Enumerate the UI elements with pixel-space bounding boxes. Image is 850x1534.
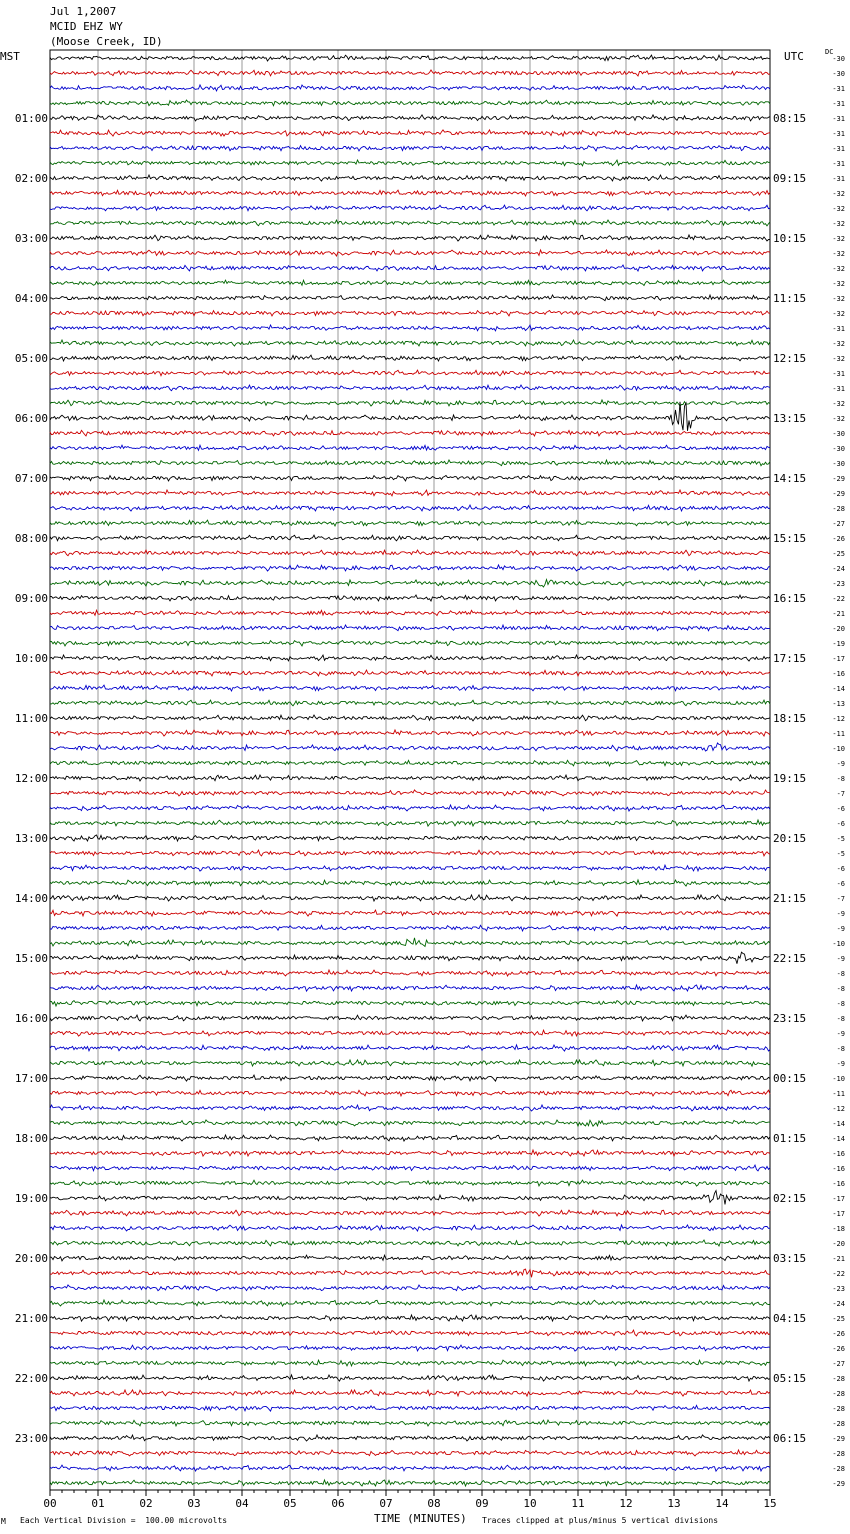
dc-offset-label: -10: [832, 1075, 845, 1083]
seismic-trace: [50, 355, 770, 361]
dc-offset-label: -31: [832, 385, 845, 393]
plot-frame: [50, 50, 770, 1490]
dc-offset-label: -23: [832, 1285, 845, 1293]
mst-time-label: 02:00: [14, 172, 48, 185]
seismic-trace: [50, 220, 770, 226]
utc-time-label: 01:15: [773, 1132, 807, 1145]
seismic-trace: [50, 1390, 770, 1396]
dc-offset-label: -8: [836, 775, 845, 783]
dc-offset-label: -22: [832, 1270, 845, 1278]
dc-offset-label: -31: [832, 325, 845, 333]
dc-offset-label: -6: [836, 820, 845, 828]
utc-time-label: 20:15: [773, 832, 807, 845]
mst-time-label: 16:00: [14, 1012, 48, 1025]
x-tick-label: 13: [667, 1497, 681, 1510]
x-tick-label: 08: [427, 1497, 441, 1510]
dc-offset-label: -26: [832, 1330, 845, 1338]
dc-offset-label: -17: [832, 1210, 845, 1218]
seismic-trace: [50, 490, 770, 496]
seismic-trace: [50, 938, 770, 947]
seismic-trace: [50, 952, 770, 964]
seismic-trace: [50, 370, 770, 376]
mst-time-label: 20:00: [14, 1252, 48, 1265]
utc-time-label: 12:15: [773, 352, 807, 365]
seismic-trace: [50, 595, 770, 601]
dc-offset-label: -10: [832, 940, 845, 948]
dc-offset-label: -31: [832, 130, 845, 138]
mst-time-label: 14:00: [14, 892, 48, 905]
clip-note: Traces clipped at plus/minus 5 vertical divisions: [482, 1516, 719, 1525]
dc-offset-label: -12: [832, 715, 845, 723]
utc-time-label: 21:15: [773, 892, 807, 905]
utc-time-label: 08:15: [773, 112, 807, 125]
dc-offset-label: -32: [832, 190, 845, 198]
seismic-trace: [50, 1480, 770, 1486]
seismic-trace: [50, 970, 770, 976]
x-tick-label: 07: [379, 1497, 393, 1510]
dc-offset-label: -28: [832, 1420, 845, 1428]
x-axis-title: TIME (MINUTES): [374, 1512, 467, 1525]
utc-time-label: 16:15: [773, 592, 807, 605]
dc-offset-label: -18: [832, 1225, 845, 1233]
mst-time-label: 09:00: [14, 592, 48, 605]
mst-time-label: 10:00: [14, 652, 48, 665]
seismic-trace: [50, 535, 770, 541]
utc-time-label: 14:15: [773, 472, 807, 485]
dc-offset-label: -20: [832, 1240, 845, 1248]
mst-time-label: 06:00: [14, 412, 48, 425]
seismic-trace: [50, 1435, 770, 1441]
seismic-trace: [50, 1345, 770, 1351]
dc-offset-label: -16: [832, 1165, 845, 1173]
seismic-trace: [50, 775, 770, 781]
dc-offset-label: -14: [832, 1135, 845, 1143]
seismic-trace: [50, 1465, 770, 1471]
seismic-trace: [50, 641, 770, 646]
seismic-trace: [50, 1255, 770, 1261]
seismic-trace: [50, 85, 770, 91]
dc-offset-label: -29: [832, 1435, 845, 1443]
utc-time-label: 06:15: [773, 1432, 807, 1445]
seismic-trace: [50, 1135, 770, 1141]
dc-offset-label: -11: [832, 1090, 845, 1098]
seismic-trace: [50, 743, 770, 751]
dc-offset-label: -29: [832, 1480, 845, 1488]
dc-offset-label: -5: [836, 850, 845, 858]
mst-time-label: 01:00: [14, 112, 48, 125]
dc-offset-label: -25: [832, 1315, 845, 1323]
seismic-trace: [50, 550, 770, 556]
x-tick-label: 04: [235, 1497, 249, 1510]
seismic-trace: [50, 1405, 770, 1411]
seismic-trace: [50, 1240, 770, 1246]
seismic-trace: [50, 250, 770, 256]
utc-time-label: 04:15: [773, 1312, 807, 1325]
dc-offset-label: -27: [832, 520, 845, 528]
seismic-trace: [50, 1450, 770, 1456]
dc-offset-label: -22: [832, 595, 845, 603]
dc-offset-label: -11: [832, 730, 845, 738]
utc-time-label: 02:15: [773, 1192, 807, 1205]
x-tick-label: 14: [715, 1497, 729, 1510]
dc-offset-label: -21: [832, 610, 845, 618]
seismic-trace: [50, 820, 770, 826]
seismic-trace: [50, 70, 770, 76]
x-tick-label: 12: [619, 1497, 633, 1510]
mst-time-label: 05:00: [14, 352, 48, 365]
station-code: MCID EHZ WY: [50, 20, 123, 33]
dc-offset-label: -32: [832, 235, 845, 243]
dc-offset-label: -9: [836, 955, 845, 963]
seismic-trace: [50, 1120, 770, 1126]
dc-offset-label: -8: [836, 985, 845, 993]
seismic-trace: [50, 1269, 770, 1277]
dc-offset-label: -16: [832, 1150, 845, 1158]
seismic-trace: [50, 715, 770, 721]
utc-time-label: 10:15: [773, 232, 807, 245]
mst-time-label: 12:00: [14, 772, 48, 785]
seismic-trace: [50, 265, 770, 271]
mst-time-label: 15:00: [14, 952, 48, 965]
x-tick-label: 11: [571, 1497, 585, 1510]
utc-time-label: 17:15: [773, 652, 807, 665]
dc-offset-label: -29: [832, 490, 845, 498]
utc-time-label: 13:15: [773, 412, 807, 425]
seismic-trace: [50, 1375, 770, 1381]
utc-time-label: 15:15: [773, 532, 807, 545]
dc-label: DC: [825, 48, 834, 56]
seismic-trace: [50, 160, 770, 166]
utc-time-label: 11:15: [773, 292, 807, 305]
seismic-trace: [50, 385, 770, 391]
dc-offset-label: -32: [832, 415, 845, 423]
seismic-trace: [50, 445, 770, 450]
dc-offset-label: -12: [832, 1105, 845, 1113]
seismic-trace: [50, 895, 770, 901]
seismic-trace: [50, 760, 770, 766]
seismic-trace: [50, 1300, 770, 1306]
seismic-trace: [50, 1210, 770, 1216]
dc-offset-label: -28: [832, 1450, 845, 1458]
seismic-trace: [50, 1315, 770, 1321]
seismic-trace: [50, 835, 770, 841]
dc-offset-label: -31: [832, 160, 845, 168]
dc-offset-label: -9: [836, 925, 845, 933]
dc-offset-label: -32: [832, 310, 845, 318]
dc-offset-label: -31: [832, 85, 845, 93]
footer-mark: M: [1, 1517, 6, 1526]
mst-time-label: 22:00: [14, 1372, 48, 1385]
seismic-trace: [50, 985, 770, 991]
x-tick-label: 00: [43, 1497, 57, 1510]
dc-offset-label: -32: [832, 400, 845, 408]
dc-offset-label: -32: [832, 340, 845, 348]
seismic-trace: [50, 130, 770, 136]
seismic-trace: [50, 280, 770, 285]
dc-offset-label: -24: [832, 1300, 845, 1308]
dc-offset-label: -14: [832, 1120, 845, 1128]
mst-time-label: 03:00: [14, 232, 48, 245]
dc-offset-label: -6: [836, 880, 845, 888]
seismic-trace: [50, 175, 770, 181]
seismic-trace: [50, 610, 770, 615]
seismic-trace: [50, 476, 770, 481]
seismic-trace: [50, 655, 770, 661]
dc-offset-label: -26: [832, 535, 845, 543]
dc-offset-label: -21: [832, 1255, 845, 1263]
mst-time-label: 11:00: [14, 712, 48, 725]
utc-time-label: 05:15: [773, 1372, 807, 1385]
seismic-trace: [50, 805, 770, 811]
seismic-trace: [50, 865, 770, 871]
utc-time-label: 23:15: [773, 1012, 807, 1025]
mst-time-label: 19:00: [14, 1192, 48, 1205]
dc-offset-label: -9: [836, 910, 845, 918]
dc-offset-label: -8: [836, 1000, 845, 1008]
dc-offset-label: -17: [832, 1195, 845, 1203]
seismic-trace: [50, 311, 770, 316]
mst-time-label: 08:00: [14, 532, 48, 545]
seismic-trace: [50, 1180, 770, 1186]
seismic-trace: [50, 700, 770, 706]
dc-offset-label: -28: [832, 1465, 845, 1473]
x-tick-label: 03: [187, 1497, 201, 1510]
mst-time-label: 04:00: [14, 292, 48, 305]
utc-time-label: 00:15: [773, 1072, 807, 1085]
seismic-trace: [50, 1090, 770, 1096]
dc-offset-label: -28: [832, 1405, 845, 1413]
seismic-trace: [50, 1001, 770, 1006]
x-tick-label: 09: [475, 1497, 489, 1510]
seismic-trace: [50, 1075, 770, 1081]
dc-offset-label: -6: [836, 865, 845, 873]
dc-offset-label: -26: [832, 1345, 845, 1353]
utc-time-label: 18:15: [773, 712, 807, 725]
mst-time-label: 23:00: [14, 1432, 48, 1445]
seismic-trace: [50, 1165, 770, 1171]
seismic-trace: [50, 580, 770, 588]
seismic-trace: [50, 146, 770, 151]
x-tick-label: 02: [139, 1497, 153, 1510]
seismic-trace: [50, 1285, 770, 1291]
seismic-trace: [50, 520, 770, 526]
dc-offset-label: -28: [832, 1375, 845, 1383]
dc-offset-label: -32: [832, 205, 845, 213]
dc-offset-label: -7: [836, 790, 845, 798]
utc-time-label: 09:15: [773, 172, 807, 185]
mst-time-label: 13:00: [14, 832, 48, 845]
dc-offset-label: -32: [832, 295, 845, 303]
dc-offset-label: -32: [832, 280, 845, 288]
dc-offset-label: -13: [832, 700, 845, 708]
seismic-trace: [50, 190, 770, 196]
seismic-trace: [50, 790, 770, 796]
dc-offset-label: -16: [832, 670, 845, 678]
seismic-trace: [50, 880, 770, 886]
mst-time-label: 21:00: [14, 1312, 48, 1325]
dc-offset-label: -31: [832, 145, 845, 153]
seismic-trace: [50, 850, 770, 856]
seismic-trace: [50, 205, 770, 211]
seismic-trace: [50, 1030, 770, 1036]
utc-time-label: 19:15: [773, 772, 807, 785]
seismic-trace: [50, 400, 770, 406]
seismic-trace: [50, 625, 770, 631]
seismic-trace: [50, 100, 770, 106]
dc-offset-label: -29: [832, 475, 845, 483]
seismic-trace: [50, 1060, 770, 1066]
dc-offset-label: -28: [832, 505, 845, 513]
dc-offset-label: -9: [836, 1030, 845, 1038]
x-tick-label: 15: [763, 1497, 777, 1510]
utc-time-label: 22:15: [773, 952, 807, 965]
x-tick-label: 10: [523, 1497, 537, 1510]
plot-date: Jul 1,2007: [50, 5, 117, 18]
mst-time-label: 17:00: [14, 1072, 48, 1085]
seismic-trace: [50, 1420, 770, 1426]
seismic-trace: [50, 1015, 770, 1021]
seismic-trace: [50, 505, 770, 511]
seismic-trace: [50, 1045, 770, 1051]
dc-offset-label: -31: [832, 115, 845, 123]
dc-offset-label: -19: [832, 640, 845, 648]
dc-offset-label: -24: [832, 565, 845, 573]
seismic-trace: [50, 295, 770, 301]
dc-offset-label: -30: [832, 460, 845, 468]
dc-offset-label: -28: [832, 1390, 845, 1398]
dc-offset-label: -7: [836, 895, 845, 903]
seismic-trace: [50, 1150, 770, 1156]
dc-offset-label: -10: [832, 745, 845, 753]
utc-time-label: 03:15: [773, 1252, 807, 1265]
dc-offset-label: -31: [832, 370, 845, 378]
seismic-trace: [50, 670, 770, 676]
dc-offset-label: -32: [832, 220, 845, 228]
scale-note: Each Vertical Division = 100.00 microvolts: [20, 1516, 228, 1525]
x-tick-label: 05: [283, 1497, 297, 1510]
dc-offset-label: -9: [836, 1060, 845, 1068]
dc-offset-label: -8: [836, 1015, 845, 1023]
dc-offset-label: -25: [832, 550, 845, 558]
dc-offset-label: -17: [832, 655, 845, 663]
dc-offset-label: -5: [836, 835, 845, 843]
dc-offset-label: -30: [832, 55, 845, 63]
x-tick-label: 06: [331, 1497, 345, 1510]
seismic-trace: [50, 460, 770, 466]
mst-time-label: 07:00: [14, 472, 48, 485]
seismic-trace: [50, 1225, 770, 1231]
seismic-trace: [50, 910, 770, 916]
seismic-trace: [50, 430, 770, 436]
seismic-trace: [50, 115, 770, 121]
dc-offset-label: -31: [832, 100, 845, 108]
dc-offset-label: -14: [832, 685, 845, 693]
seismic-trace: [50, 325, 770, 331]
seismic-trace: [50, 685, 770, 691]
dc-offset-label: -27: [832, 1360, 845, 1368]
mst-axis-label: MST: [0, 50, 20, 63]
seismic-trace: [50, 925, 770, 931]
station-location: (Moose Creek, ID): [50, 35, 163, 48]
seismic-trace: [50, 565, 770, 571]
dc-offset-label: -8: [836, 970, 845, 978]
dc-offset-label: -32: [832, 355, 845, 363]
seismic-trace: [50, 730, 770, 736]
utc-axis-label: UTC: [784, 50, 804, 63]
dc-offset-label: -23: [832, 580, 845, 588]
x-tick-label: 01: [91, 1497, 105, 1510]
seismic-trace: [50, 340, 770, 346]
seismic-trace: [50, 1330, 770, 1336]
dc-offset-label: -30: [832, 445, 845, 453]
dc-offset-label: -8: [836, 1045, 845, 1053]
seismic-trace: [50, 1105, 770, 1111]
seismic-trace: [50, 235, 770, 241]
dc-offset-label: -30: [832, 430, 845, 438]
dc-offset-label: -16: [832, 1180, 845, 1188]
seismic-trace: [50, 1191, 770, 1205]
dc-offset-label: -32: [832, 250, 845, 258]
seismic-trace: [50, 55, 770, 61]
seismic-trace: [50, 402, 770, 431]
dc-offset-label: -31: [832, 175, 845, 183]
dc-offset-label: -20: [832, 625, 845, 633]
seismic-trace: [50, 1360, 770, 1366]
dc-offset-label: -6: [836, 805, 845, 813]
dc-offset-label: -32: [832, 265, 845, 273]
mst-time-label: 18:00: [14, 1132, 48, 1145]
dc-offset-label: -30: [832, 70, 845, 78]
dc-offset-label: -9: [836, 760, 845, 768]
